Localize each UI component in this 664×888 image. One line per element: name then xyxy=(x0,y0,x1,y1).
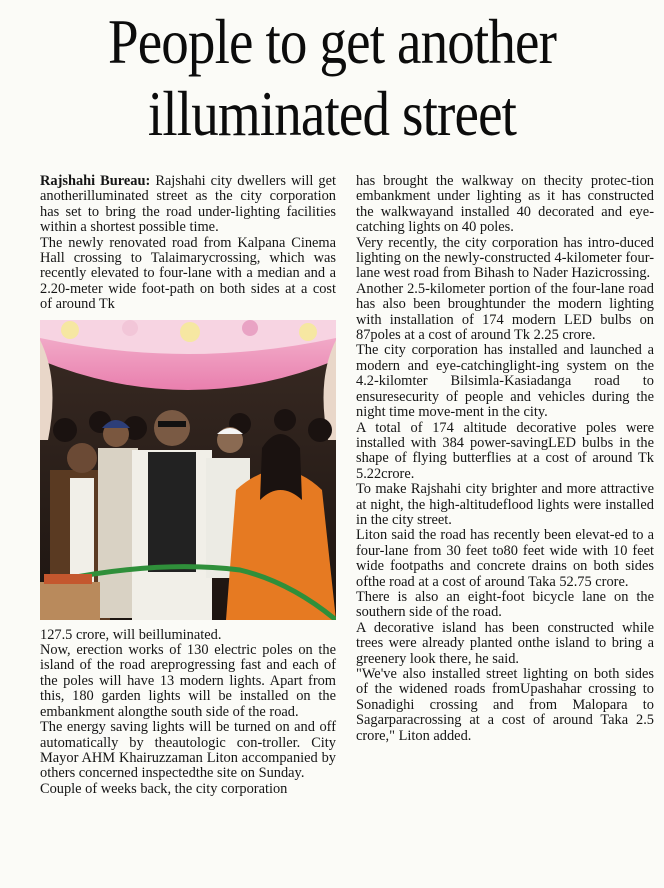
headline-line-2: illuminated street xyxy=(147,78,517,149)
headline xyxy=(46,6,617,150)
paragraph xyxy=(40,174,336,236)
right-paragraph-6: To make Rajshahi city brighter and more attractive at night, the high-altitudeflood lights were installed in the city street. xyxy=(356,481,654,528)
left-column xyxy=(40,174,336,797)
right-paragraph-5: A total of 174 altitude decorative poles were installed with 384 power-savingLED bulbs in the shape of flying butterflies at a cost of around Tk 5.22crore. xyxy=(356,419,654,482)
right-paragraph-2: Very recently, the city corporation has intro-duced lighting on the newly-constructed 4-kilometer four-lane west road from Bihash to Nader Hazicrossing. xyxy=(356,234,654,282)
left-paragraph-1: Rajshahi city dwellers will get anotherilluminated street as the city corporation has set to bring the road under-lighting facilities within a shortest possible time. xyxy=(40,173,336,236)
left-paragraph-6: Couple of weeks back, the city corporation xyxy=(40,780,288,797)
ribbon-cutting-photo-illustration xyxy=(40,320,336,620)
right-paragraph-7: Liton said the road has recently been elevat-ed to a four-lane from 30 feet to80 feet wide with 10 feet wide footpaths and concrete drains on both sides ofthe road at a cost of around Taka 52.75 crore. xyxy=(356,527,654,590)
left-paragraph-2: The newly renovated road from Kalpana Cinema Hall crossing to Talaimarycrossing, which was recently elevated to four-lane with a median and a 2.20-meter wide foot-path on both sides at a cost of around Tk xyxy=(40,234,336,313)
right-paragraph-3: Another 2.5-kilometer portion of the four-lane road has also been broughtunder the modern lighting with installation of 174 modern LED bulbs on 87poles at a cost of around Tk 2.25 crore. xyxy=(356,280,654,344)
byline: Rajshahi Bureau: xyxy=(40,173,151,189)
right-paragraph-9: A decorative island has been constructed while trees were already planted onthe island to bring a greenery look there, he said. xyxy=(356,619,654,667)
right-paragraph-1: has brought the walkway on thecity protec-tion embankment under lighting as it has constructed the walkwayand installed 40 decorated and eye-catching lights on 40 poles. xyxy=(356,173,654,236)
left-paragraph-3: 127.5 crore, will beilluminated. xyxy=(40,626,222,643)
right-paragraph-8: There is also an eight-foot bicycle lane on the southern side of the road. xyxy=(356,588,654,621)
left-paragraph-5: The energy saving lights will be turned on and off automatically by theautologic con-troller. City Mayor AHM Khairuzzaman Liton accompanied by others concerned inspectedthe site on Sunday. xyxy=(40,719,336,782)
right-paragraph-4: The city corporation has installed and launched a modern and eye-catchinglight-ing system on the 4.2-kilomter Bilsimla-Kasiadanga road to ensuresecurity of people and vehicles during the night time move-ment in the city. xyxy=(356,342,654,421)
right-paragraph-10: "We've also installed street lighting on both sides of the widened roads fromUpashahar crossing to Sonadighi crossing and from Malopara to Sagarparacrossing at a cost of around Taka 2.5 crore," Liton added. xyxy=(356,666,654,744)
right-column xyxy=(356,174,654,744)
headline-line-1: People to get another xyxy=(107,6,557,77)
left-paragraph-4: Now, erection works of 130 electric poles on the island of the road areprogressing fast and each of the poles will have 13 modern lights. Apart from this, 180 garden lights will be installed on the embankment alongthe south side of the road. xyxy=(40,642,336,720)
event-photo xyxy=(40,320,336,620)
